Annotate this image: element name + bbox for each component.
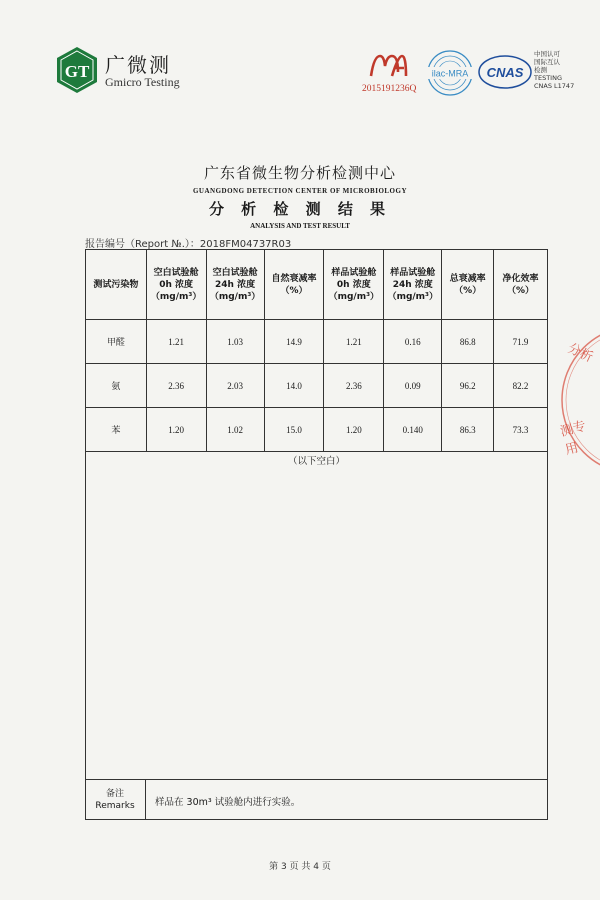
remarks-label-en: Remarks <box>95 801 135 811</box>
official-stamp <box>556 330 600 470</box>
cnas-side-line: 中国认可 <box>534 50 560 58</box>
remarks-label-cn: 备注 <box>105 789 124 799</box>
cell-value: 2.36 <box>324 364 384 408</box>
table-header-row <box>86 250 548 320</box>
cell-value: 0.140 <box>384 408 442 452</box>
accreditation-logos <box>360 46 590 106</box>
cell-value: 86.3 <box>442 408 494 452</box>
header-total-decay: 总衰减率（%） <box>442 250 494 320</box>
blank-below-note: （以下空白） <box>287 456 345 467</box>
cma-code: 2015191236Q <box>362 84 417 94</box>
cell-value: 1.20 <box>324 408 384 452</box>
header-blank-0h: 空白试验舱 0h 浓度（mg/m³） <box>146 250 206 320</box>
cell-value: 71.9 <box>494 320 548 364</box>
result-title-en: ANALYSIS AND TEST RESULT <box>250 222 350 230</box>
cell-pollutant: 苯 <box>86 408 147 452</box>
center-title-en: GUANGDONG DETECTION CENTER OF MICROBIOLOGY <box>192 187 408 195</box>
result-title-cn: 分 析 检 测 结 果 <box>208 200 392 218</box>
table-row <box>86 364 548 408</box>
cnas-side-text <box>534 50 594 90</box>
gmicro-hex-icon <box>55 45 99 95</box>
ilac-mra-icon <box>424 48 476 98</box>
cell-value: 1.20 <box>146 408 206 452</box>
cell-value: 82.2 <box>494 364 548 408</box>
report-number: 报告编号（Report №.）：2018FM04737R03 <box>85 239 292 250</box>
cell-value: 0.09 <box>384 364 442 408</box>
cell-value: 14.0 <box>264 364 324 408</box>
remarks-text: 样品在 30m³ 试验舱内进行实验。 <box>155 797 301 808</box>
remarks-row <box>85 779 548 820</box>
cell-value: 86.8 <box>442 320 494 364</box>
center-title-cn: 广东省微生物分析检测中心 <box>203 164 396 182</box>
logo-cn-text: 广微测 <box>105 53 171 77</box>
cell-value: 0.16 <box>384 320 442 364</box>
table-row <box>86 408 548 452</box>
cell-value: 1.03 <box>206 320 264 364</box>
cell-value: 73.3 <box>494 408 548 452</box>
header-pollutant: 测试污染物 <box>86 250 147 320</box>
cnas-side-line: 国际互认 <box>534 58 560 66</box>
cma-icon <box>368 52 408 80</box>
header-natural-decay: 自然衰减率（%） <box>264 250 324 320</box>
stamp-text-bottom: 测专用 <box>558 418 588 459</box>
cnas-icon <box>478 54 532 90</box>
stamp-text-top: 分析 <box>565 341 596 366</box>
cell-pollutant: 甲醛 <box>86 320 147 364</box>
svg-text:GT: GT <box>64 62 90 81</box>
cnas-label: CNAS <box>486 65 524 80</box>
ilac-label: ilac-MRA <box>431 68 469 79</box>
cell-value: 1.21 <box>146 320 206 364</box>
header-purification: 净化效率（%） <box>494 250 548 320</box>
header-sample-0h: 样品试验舱 0h 浓度（mg/m³） <box>324 250 384 320</box>
remarks-label <box>85 780 146 820</box>
logo-en-text: Gmicro Testing <box>105 75 180 89</box>
table-row <box>86 320 548 364</box>
header-sample-24h: 样品试验舱 24h 浓度（mg/m³） <box>384 250 442 320</box>
page-footer: 第 3 页 共 4 页 <box>269 862 331 872</box>
cnas-side-line: 检测 <box>534 66 547 74</box>
header-blank-24h: 空白试验舱 24h 浓度（mg/m³） <box>206 250 264 320</box>
gmicro-logo <box>55 45 205 105</box>
cell-pollutant: 氨 <box>86 364 147 408</box>
cell-value: 96.2 <box>442 364 494 408</box>
cell-value: 15.0 <box>264 408 324 452</box>
cnas-side-line: CNAS L1747 <box>534 82 575 90</box>
cell-value: 14.9 <box>264 320 324 364</box>
cell-value: 2.36 <box>146 364 206 408</box>
cell-value: 1.21 <box>324 320 384 364</box>
cell-value: 1.02 <box>206 408 264 452</box>
results-table <box>85 249 548 452</box>
cnas-side-line: TESTING <box>534 74 562 82</box>
cell-value: 2.03 <box>206 364 264 408</box>
